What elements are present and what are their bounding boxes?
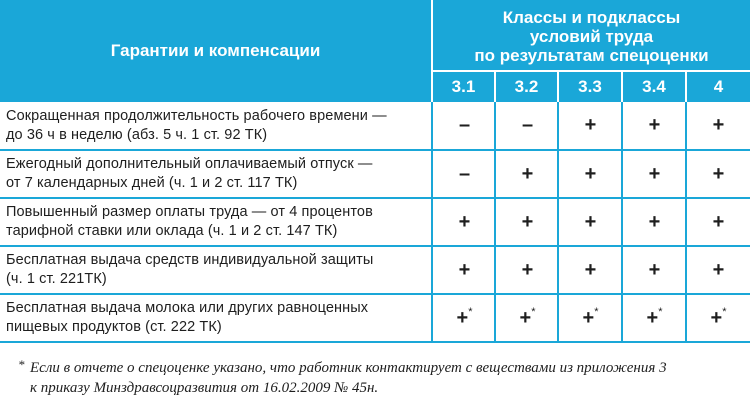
cell-3-2 bbox=[496, 295, 559, 341]
header-col-3-4: 3.4 bbox=[623, 72, 685, 102]
cell-3-4: + bbox=[648, 162, 661, 185]
cell-3-4 bbox=[623, 295, 686, 341]
cell-3-2: + bbox=[521, 210, 534, 233]
row-label-line2: пищевых продуктов (ст. 222 ТК) bbox=[6, 319, 222, 335]
footnote-mark: * bbox=[468, 306, 473, 318]
cell-4: + bbox=[712, 210, 725, 233]
row-label-line1: Бесплатная выдача молока или других равноценных bbox=[6, 300, 369, 316]
cell-3-3: + bbox=[584, 162, 597, 185]
header-col-3-3: 3.3 bbox=[559, 72, 621, 102]
row-label bbox=[6, 151, 426, 197]
table-row bbox=[0, 247, 750, 295]
row-label bbox=[6, 295, 426, 341]
header-col-3-1: 3.1 bbox=[433, 72, 494, 102]
row-label-line2: тарифной ставки или оклада (ч. 1 и 2 ст. 147 ТК) bbox=[6, 223, 338, 239]
cell-3-1: + bbox=[458, 210, 471, 233]
header-classes-line2: условий труда bbox=[529, 26, 654, 46]
cell-value: + bbox=[456, 306, 469, 329]
footnote-line2: к приказу Минздравсоцразвития от 16.02.2009 № 45н. bbox=[30, 380, 379, 396]
footnote-mark: * bbox=[722, 306, 727, 318]
table-row bbox=[0, 295, 750, 343]
header-classes-line1: Классы и подклассы bbox=[502, 7, 681, 27]
table-row bbox=[0, 199, 750, 247]
row-label-line1: Сокращенная продолжительность рабочего времени — bbox=[6, 107, 387, 124]
header-col-3-2: 3.2 bbox=[496, 72, 557, 102]
footnote-star: * bbox=[18, 357, 25, 372]
cell-value: + bbox=[710, 306, 723, 329]
header-classes bbox=[433, 0, 750, 70]
cell-value: + bbox=[582, 306, 595, 329]
cell-3-2: + bbox=[521, 162, 534, 185]
cell-3-4: + bbox=[648, 114, 661, 136]
table-row bbox=[0, 151, 750, 199]
footnote-mark: * bbox=[531, 306, 536, 318]
row-label-line2: от 7 календарных дней (ч. 1 и 2 ст. 117 ТК) bbox=[6, 175, 298, 191]
cell-value: + bbox=[519, 306, 532, 329]
row-label bbox=[6, 199, 426, 245]
row-label-line2: до 36 ч в неделю (абз. 5 ч. 1 ст. 92 ТК) bbox=[6, 126, 268, 143]
cell-value: + bbox=[646, 306, 659, 329]
cell-3-4: + bbox=[648, 210, 661, 233]
cell-3-1: – bbox=[458, 162, 471, 185]
cell-3-4: + bbox=[648, 258, 661, 281]
footnote-mark: * bbox=[594, 306, 599, 318]
cell-4: + bbox=[712, 258, 725, 281]
cell-3-1 bbox=[433, 295, 496, 341]
row-label-line1: Ежегодный дополнительный оплачиваемый отпуск — bbox=[6, 156, 373, 172]
cell-4: + bbox=[712, 114, 725, 136]
cell-3-1: – bbox=[458, 114, 471, 136]
header-classes-line3: по результатам спецоценки bbox=[474, 45, 709, 65]
cell-3-3: + bbox=[584, 210, 597, 233]
table-row bbox=[0, 102, 750, 151]
cell-4 bbox=[687, 295, 750, 341]
row-label bbox=[6, 247, 426, 293]
cell-3-3: + bbox=[584, 114, 597, 136]
header-guarantees: Гарантии и компенсации bbox=[0, 0, 431, 102]
row-label-line2: (ч. 1 ст. 221ТК) bbox=[6, 271, 107, 287]
cell-3-3 bbox=[559, 295, 622, 341]
footnote-line1: Если в отчете о спецоценке указано, что работник контактирует с веществами из приложения 3 bbox=[30, 360, 667, 376]
cell-3-1: + bbox=[458, 258, 471, 281]
row-label-line1: Повышенный размер оплаты труда — от 4 процентов bbox=[6, 204, 373, 220]
row-label-line1: Бесплатная выдача средств индивидуальной защиты bbox=[6, 252, 374, 268]
cell-3-3: + bbox=[584, 258, 597, 281]
cell-3-2: – bbox=[521, 114, 534, 136]
cell-3-2: + bbox=[521, 258, 534, 281]
footnote-mark: * bbox=[658, 306, 663, 318]
header-col-4: 4 bbox=[687, 72, 750, 102]
cell-4: + bbox=[712, 162, 725, 185]
row-label bbox=[6, 102, 426, 149]
footnote bbox=[18, 357, 730, 398]
